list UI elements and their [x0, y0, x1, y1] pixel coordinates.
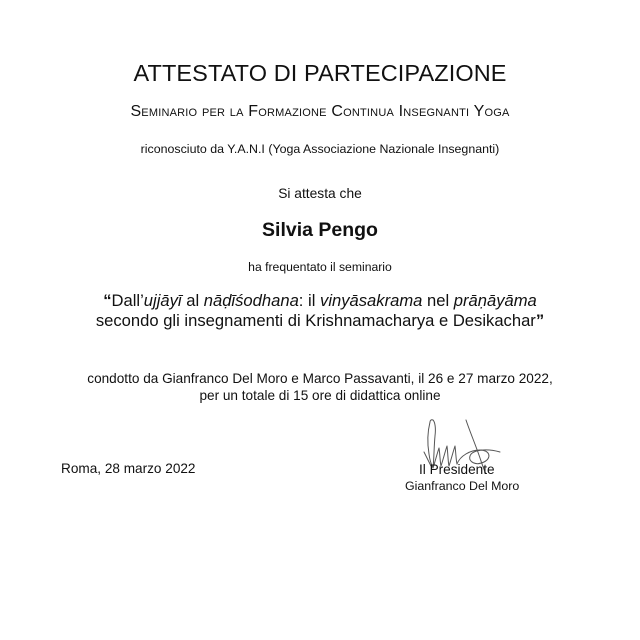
- sanskrit-term: nāḍīśodhana: [203, 291, 299, 310]
- seminar-title-text: nel: [422, 291, 454, 310]
- sanskrit-term: vinyāsakrama: [320, 291, 423, 310]
- recognition-text: riconosciuto da Y.A.N.I (Yoga Associazione Nazionale Insegnanti): [140, 142, 500, 156]
- seminar-title-line-2: [0, 311, 640, 331]
- conducted-by-line-2: per un totale di 15 ore di didattica online: [199, 388, 441, 403]
- signatory-name: Gianfranco Del Moro: [405, 479, 520, 493]
- conducted-by-line-1: condotto da Gianfranco Del Moro e Marco Passavanti, il 26 e 27 marzo 2022,: [87, 371, 553, 386]
- open-quote: “: [103, 291, 112, 310]
- certificate-title: ATTESTATO DI PARTECIPAZIONE: [133, 60, 507, 86]
- seminar-title-text: al: [181, 291, 204, 310]
- participant-name: Silvia Pengo: [262, 219, 378, 241]
- seminar-title-text: secondo gli insegnamenti di Krishnamacharya e Desikachar: [95, 311, 536, 330]
- seminar-title-line-1: [0, 291, 640, 311]
- close-quote: ”: [535, 311, 545, 330]
- signatory-role: Il Presidente: [419, 462, 495, 477]
- signature-block: [396, 416, 536, 496]
- certificate-subtitle: Seminario per la Formazione Continua Insegnanti Yoga: [130, 103, 510, 120]
- place-and-date: Roma, 28 marzo 2022: [61, 461, 196, 476]
- sanskrit-term: ujjāyī: [143, 291, 182, 310]
- sanskrit-term: prāṇāyāma: [453, 291, 537, 310]
- attended-text: ha frequentato il seminario: [248, 260, 392, 274]
- seminar-title-text: : il: [298, 291, 321, 310]
- seminar-title-text: Dall’: [111, 291, 144, 310]
- attests-intro: Si attesta che: [278, 186, 362, 201]
